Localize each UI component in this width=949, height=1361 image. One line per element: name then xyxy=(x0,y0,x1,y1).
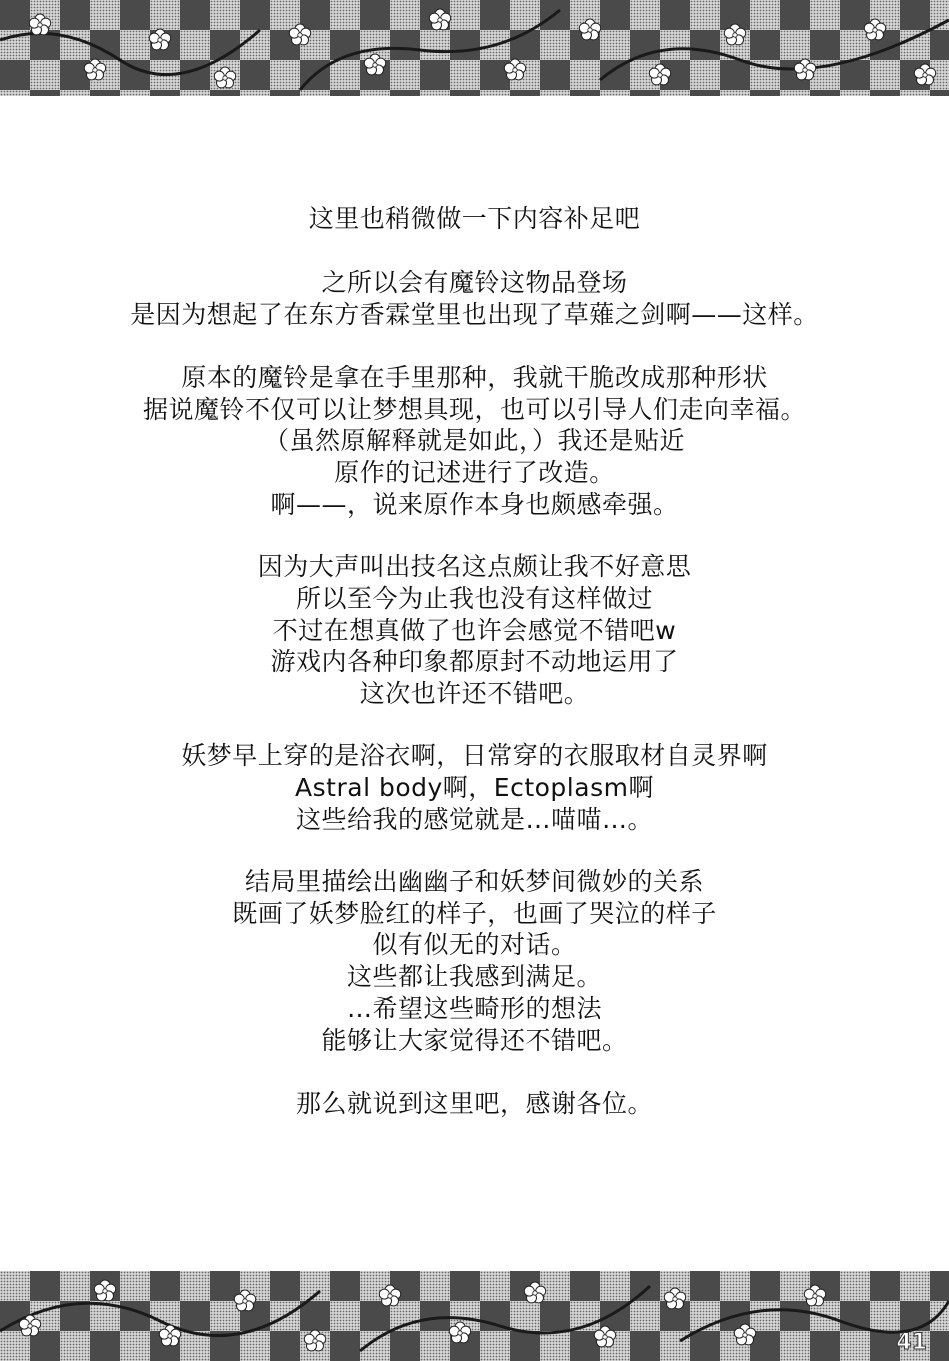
text-line: 这些给我的感觉就是…喵喵…。 xyxy=(295,805,653,834)
text-line: 不过在想真做了也许会感觉不错吧w xyxy=(272,616,677,645)
page-number: 41 xyxy=(896,1330,927,1355)
text-line: 因为大声叫出技名这点颇让我不好意思 xyxy=(257,552,692,581)
text-line: 据说魔铃不仅可以让梦想具现，也可以引导人们走向幸福。 xyxy=(142,395,806,424)
text-line: 结局里描绘出幽幽子和妖梦间微妙的关系 xyxy=(244,867,704,896)
text-line: 啊——，说来原作本身也颇感牵强。 xyxy=(270,490,679,519)
text-line: 之所以会有魔铃这物品登场 xyxy=(321,268,628,297)
text-line: 能够让大家觉得还不错吧。 xyxy=(321,1026,628,1055)
text-line: （虽然原解释就是如此，）我还是贴近 xyxy=(263,426,685,455)
text-line: 游戏内各种印象都原封不动地运用了 xyxy=(270,647,679,676)
text-line: 原作的记述进行了改造。 xyxy=(334,458,615,487)
text-line: 那么就说到这里吧，感谢各位。 xyxy=(295,1089,653,1118)
decorative-bottom-border xyxy=(0,1271,949,1361)
text-line: 这些都让我感到满足。 xyxy=(346,962,602,991)
text-line: 原本的魔铃是拿在手里那种，我就干脆改成那种形状 xyxy=(181,363,768,392)
text-line: 妖梦早上穿的是浴衣啊，日常穿的衣服取材自灵界啊 xyxy=(181,741,768,770)
text-line: 似有似无的对话。 xyxy=(372,930,577,959)
text-line: Astral body啊，Ectoplasm啊 xyxy=(295,773,654,802)
text-line: …希望这些畸形的想法 xyxy=(346,994,602,1023)
checker-blossom-pattern-bottom xyxy=(0,1271,949,1361)
text-line: 所以至今为止我也没有这样做过 xyxy=(295,584,653,613)
text-line: 这次也许还不错吧。 xyxy=(359,679,590,708)
text-line: 是因为想起了在东方香霖堂里也出现了草薙之剑啊——这样。 xyxy=(130,300,819,329)
text-line: 既画了妖梦脸红的样子，也画了哭泣的样子 xyxy=(232,899,717,928)
text-line: 这里也稍微做一下内容补足吧 xyxy=(308,204,641,233)
